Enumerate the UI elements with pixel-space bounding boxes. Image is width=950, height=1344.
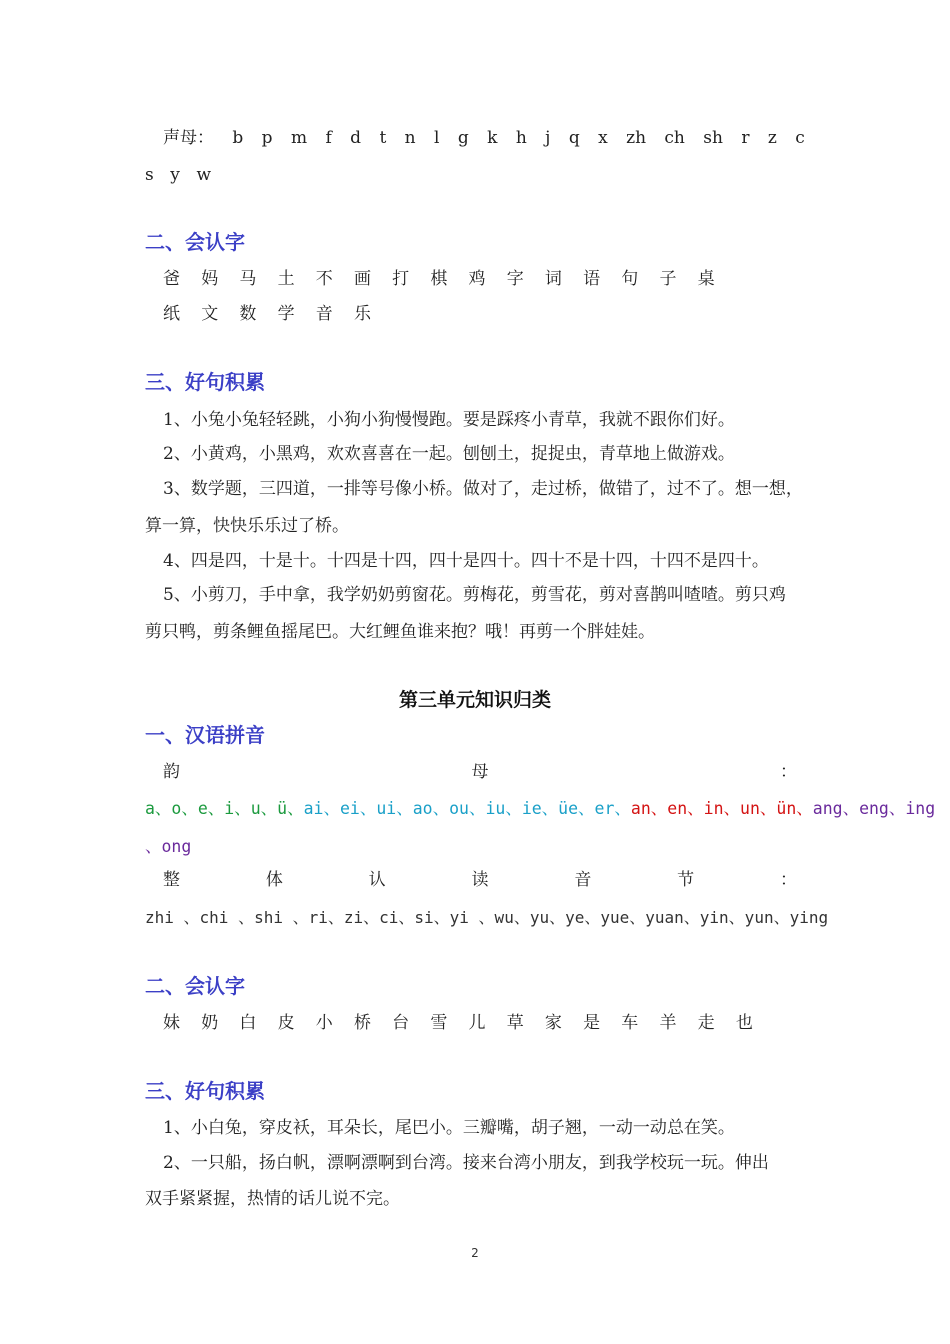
- yunmu-compound: ai、ei、ui、ao、ou、iu、ie、üe、er、: [303, 799, 631, 818]
- sentence-line: 5、小剪刀，手中拿，我学奶奶剪窗花。剪梅花，剪雪花，剪对喜鹊叫喳喳。剪只鸡: [163, 585, 786, 605]
- zhengti-label-row: [163, 868, 797, 892]
- zhengti-label-char: 节: [677, 870, 695, 890]
- char: 妈: [201, 269, 219, 289]
- section-heading-pinyin: 一、汉语拼音: [145, 723, 265, 747]
- char: 也: [735, 1013, 753, 1033]
- shengmu-letter: n: [404, 128, 416, 148]
- char: 走: [697, 1013, 715, 1033]
- char: 字: [506, 269, 524, 289]
- shengmu-letter: zh: [626, 128, 647, 148]
- shengmu-letter: k: [487, 128, 498, 148]
- page-number: 2: [471, 1246, 479, 1260]
- shengmu-letter: sh: [703, 128, 723, 148]
- char: 不: [315, 269, 333, 289]
- char: 乐: [353, 304, 371, 324]
- yunmu-label-char: ：: [780, 762, 797, 782]
- shengmu-row: [163, 126, 805, 150]
- char: 爸: [163, 269, 180, 289]
- char: 台: [392, 1013, 410, 1033]
- shengmu-letter: j: [545, 128, 551, 148]
- yunmu-back-nasal: ang、eng、ing: [812, 799, 936, 818]
- char: 画: [353, 269, 371, 289]
- zhengti-label-char: 音: [574, 870, 592, 890]
- char: 雪: [430, 1013, 448, 1033]
- char: 皮: [277, 1013, 295, 1033]
- sentence-line: 双手紧紧握，热情的话儿说不完。: [145, 1189, 400, 1209]
- renzi-row-2: [163, 302, 392, 326]
- yunmu-label-row: [163, 760, 797, 784]
- char: 儿: [468, 1013, 486, 1033]
- shengmu-letter: p: [261, 128, 273, 148]
- section-heading-renzi: 二、会认字: [145, 230, 245, 254]
- shengmu-letter: l: [434, 128, 440, 148]
- sentence-line: 2、小黄鸡，小黑鸡，欢欢喜喜在一起。刨刨土，捉捉虫，青草地上做游戏。: [163, 444, 735, 464]
- yunmu-label-char: 韵: [163, 762, 180, 782]
- yunmu-label-char: 母: [471, 762, 489, 782]
- sentence-line: 3、数学题，三四道，一排等号像小桥。做对了，走过桥，做错了，过不了。想一想，: [163, 479, 803, 499]
- char: 棋: [430, 269, 448, 289]
- renzi-row-unit3: [163, 1011, 774, 1035]
- shengmu-letter: y: [170, 165, 180, 185]
- shengmu-letter: t: [379, 128, 387, 148]
- char: 语: [583, 269, 601, 289]
- char: 纸: [163, 304, 180, 324]
- sentence-line: 2、一只船，扬白帆，漂啊漂啊到台湾。接来台湾小朋友，到我学校玩一玩。伸出: [163, 1153, 769, 1173]
- shengmu-letter: w: [196, 165, 211, 185]
- yunmu-back-nasal: 、ong: [145, 837, 192, 856]
- shengmu-label: 声母：: [163, 128, 214, 148]
- shengmu-letter: d: [350, 128, 362, 148]
- zhengti-list: zhi 、chi 、shi 、ri、zi、ci、si、yi 、wu、yu、ye、yue、yuan、yin、yun、ying: [145, 908, 829, 927]
- char: 奶: [201, 1013, 219, 1033]
- char: 句: [621, 269, 639, 289]
- section-heading-juzi-unit3: 三、好句积累: [145, 1079, 265, 1103]
- sentence-line: 4、四是四，十是十。十四是十四，四十是四十。四十不是十四，十四不是四十。: [163, 551, 769, 571]
- sentence-line: 1、小兔小兔轻轻跳，小狗小狗慢慢跑。要是踩疼小青草，我就不跟你们好。: [163, 410, 735, 430]
- yunmu-list-2: [145, 835, 191, 859]
- section-heading-juzi: 三、好句积累: [145, 370, 265, 394]
- shengmu-letter: ch: [664, 128, 685, 148]
- char: 家: [544, 1013, 562, 1033]
- char: 妹: [163, 1013, 180, 1033]
- char: 音: [315, 304, 333, 324]
- shengmu-letter: q: [568, 128, 580, 148]
- char: 桌: [697, 269, 715, 289]
- char: 马: [239, 269, 257, 289]
- shengmu-letter: c: [795, 128, 805, 148]
- char: 车: [621, 1013, 639, 1033]
- char: 小: [315, 1013, 333, 1033]
- shengmu-letter: f: [325, 128, 332, 148]
- yunmu-single: a、o、e、i、u、ü、: [145, 799, 304, 818]
- shengmu-letter: z: [767, 128, 777, 148]
- shengmu-letter: m: [290, 128, 308, 148]
- char: 文: [201, 304, 219, 324]
- sentence-line: 算一算，快快乐乐过了桥。: [145, 516, 349, 536]
- shengmu-row-2: [145, 163, 211, 187]
- char: 打: [392, 269, 410, 289]
- char: 白: [239, 1013, 257, 1033]
- zhengti-label-char: 读: [471, 870, 489, 890]
- yunmu-list: [145, 797, 935, 821]
- shengmu-letter: r: [741, 128, 750, 148]
- shengmu-letter: b: [232, 128, 244, 148]
- char: 鸡: [468, 269, 486, 289]
- zhengti-label-char: ：: [779, 870, 797, 890]
- shengmu-letter: g: [457, 128, 469, 148]
- renzi-row-1: [163, 267, 736, 291]
- zhengti-label-char: 认: [368, 870, 386, 890]
- char: 土: [277, 269, 295, 289]
- char: 是: [583, 1013, 601, 1033]
- shengmu-letter: s: [145, 165, 154, 185]
- char: 数: [239, 304, 257, 324]
- sentence-line: 剪只鸭，剪条鲤鱼摇尾巴。大红鲤鱼谁来抱？哦！再剪一个胖娃娃。: [145, 622, 655, 642]
- shengmu-letter: x: [598, 128, 608, 148]
- char: 羊: [659, 1013, 677, 1033]
- section-heading-renzi-unit3: 二、会认字: [145, 974, 245, 998]
- yunmu-front-nasal: an、en、in、un、ün、: [630, 799, 813, 818]
- char: 学: [277, 304, 295, 324]
- shengmu-letter: h: [515, 128, 527, 148]
- char: 子: [659, 269, 677, 289]
- zhengti-label-char: 整: [163, 870, 180, 890]
- unit-title: 第三单元知识归类: [398, 689, 551, 711]
- zhengti-label-char: 体: [265, 870, 283, 890]
- char: 桥: [353, 1013, 371, 1033]
- sentence-line: 1、小白兔，穿皮袄，耳朵长，尾巴小。三瓣嘴，胡子翘，一动一动总在笑。: [163, 1118, 735, 1138]
- char: 词: [544, 269, 562, 289]
- char: 草: [506, 1013, 524, 1033]
